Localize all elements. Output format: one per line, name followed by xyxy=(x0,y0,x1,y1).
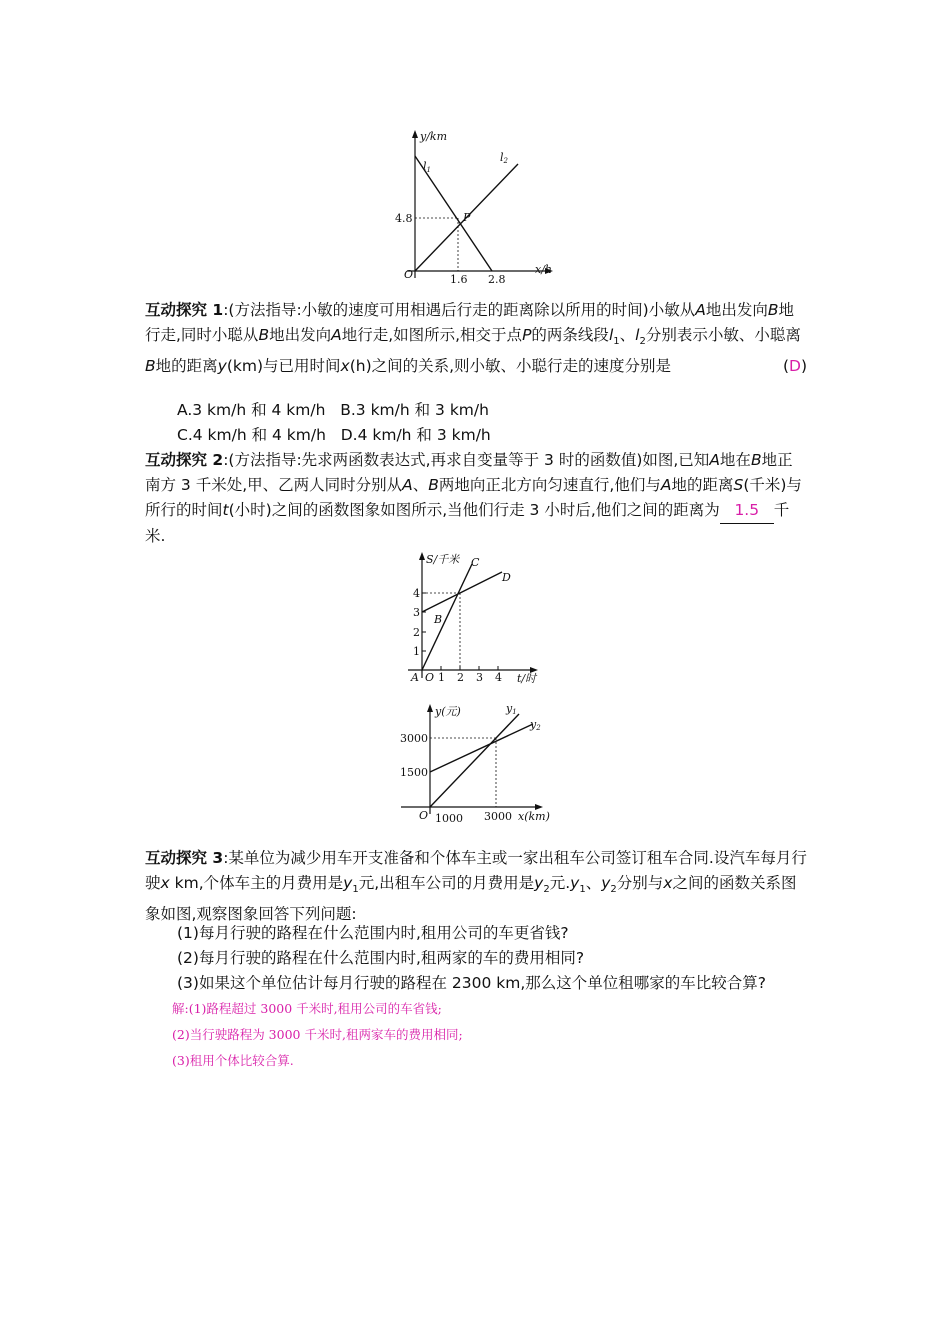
fig3-line-y2 xyxy=(430,724,533,772)
fig2-y-tick-4: 4 xyxy=(413,587,420,600)
fig3-label-y2: y2 xyxy=(530,718,541,732)
fig1-y-label: y/km xyxy=(420,130,448,143)
fig3-x-label: x(km) xyxy=(518,810,550,823)
fig3-label-y1: y1 xyxy=(506,702,517,716)
fig2-label-c: C xyxy=(471,556,480,569)
fig2-label-b: B xyxy=(434,613,443,626)
fig2-line-d xyxy=(422,572,502,612)
question-3: 互动探究 3:某单位为减少用车开支准备和个体车主或一家出租车公司签订租车合同.设汽车每月行驶x km,个体车主的月费用是$y_1$元,出租车公司的月费用是$y_2$元$.y_1$、$y_2$分别与x之间的函数关系图象如图,观察图象回答下列问题: xyxy=(145,849,807,924)
fig1-label-l1: l1 xyxy=(423,160,431,174)
q2-answer: 1.5 xyxy=(720,498,774,524)
fig3-x-tick-1000: 1000 xyxy=(435,812,463,825)
fig2-line-c xyxy=(422,564,472,670)
figure-3-cost-graph xyxy=(397,700,557,830)
q1-option-c: C.4 km/h 和 4 km/h xyxy=(177,426,326,444)
fig2-y-tick-3: 3 xyxy=(413,606,420,619)
fig2-y-tick-2: 2 xyxy=(413,626,420,639)
fig3-y-tick-1500: 1500 xyxy=(400,766,428,779)
fig1-point-p: P xyxy=(463,211,471,224)
fig1-x-tick-1: 1.6 xyxy=(450,273,468,286)
q2-title: 互动探究 2 xyxy=(145,451,224,469)
q1-option-d: D.4 km/h 和 3 km/h xyxy=(340,426,491,444)
fig3-x-tick-3000: 3000 xyxy=(484,810,512,823)
fig2-x-tick-1: 1 xyxy=(438,671,445,684)
question-1: 互动探究 1:(方法指导:小敏的速度可用相遇后行走的距离除以所用的时间)小敏从A地出发向B地行走,同时小聪从B地出发向A地行走,如图所示,相交于点P的两条线段$l_1$、$l_2$分别表示小敏、小聪离B地的距离y(km)与已用时间x(h)之间的关系,则小敏、小聪行走的速度分别是 (D) xyxy=(145,298,807,379)
fig2-x-tick-3: 3 xyxy=(476,671,483,684)
fig2-x-tick-2: 2 xyxy=(457,671,464,684)
q1-option-a: A.3 km/h 和 4 km/h xyxy=(177,401,326,419)
fig1-label-l2: l2 xyxy=(500,151,508,165)
q1-option-b: B.3 km/h 和 3 km/h xyxy=(340,401,489,419)
fig3-y-arrow xyxy=(427,704,433,712)
q3-item-1: (1)每月行驶的路程在什么范围内时,租用公司的车更省钱? xyxy=(177,924,569,942)
q3-solution-2: (2)当行驶路程为 3000 千米时,租两家车的费用相同; xyxy=(172,1027,463,1042)
fig2-label-d: D xyxy=(502,571,511,584)
q3-item-2: (2)每月行驶的路程在什么范围内时,租两家的车的费用相同? xyxy=(177,949,585,967)
fig1-x-label: x/h xyxy=(535,263,552,276)
fig2-origin: O xyxy=(425,671,435,684)
q3-solution-3: (3)租用个体比较合算. xyxy=(172,1053,294,1068)
fig2-x-label: t/时 xyxy=(517,672,537,685)
q3-title: 互动探究 3 xyxy=(145,849,224,867)
fig2-y-tick-1: 1 xyxy=(413,645,420,658)
q3-solution-1: 解:(1)路程超过 3000 千米时,租用公司的车省钱; xyxy=(172,1001,442,1016)
fig2-label-a: A xyxy=(411,671,419,684)
fig1-origin: O xyxy=(404,268,414,281)
fig3-line-y1 xyxy=(430,714,519,807)
fig1-x-tick-2: 2.8 xyxy=(488,273,506,286)
fig3-y-label: y(元) xyxy=(435,705,461,718)
fig2-y-label: S/千米 xyxy=(426,553,460,566)
q1-options-row-1 xyxy=(145,398,839,423)
fig2-x-tick-4: 4 xyxy=(495,671,502,684)
q1-title: 互动探究 1 xyxy=(145,301,224,319)
q1-options-row-2 xyxy=(145,423,839,448)
q1-answer: (D) xyxy=(782,357,807,376)
q3-item-3: (3)如果这个单位估计每月行驶的路程在 2300 km,那么这个单位租哪家的车比较合算? xyxy=(177,974,766,992)
fig3-origin: O xyxy=(419,809,429,822)
fig2-y-arrow xyxy=(419,552,425,560)
figure-1-distance-time-graph xyxy=(393,128,563,286)
question-2: 互动探究 2:(方法指导:先求两函数表达式,再求自变量等于 3 时的函数值)如图,已知A地在B地正南方 3 千米处,甲、乙两人同时分别从A、B两地向正北方向匀速直行,他们与A地的距离S(千米)与所行的时间t(小时)之间的函数图象如图所示,当他们行走 3 小时后,他们之间的距离为 1.5 千米. xyxy=(145,451,802,545)
fig3-y-tick-3000: 3000 xyxy=(400,732,428,745)
figure-2-distance-time-graph xyxy=(404,550,549,690)
fig1-y-tick: 4.8 xyxy=(395,212,413,225)
fig1-y-arrow xyxy=(412,130,418,138)
